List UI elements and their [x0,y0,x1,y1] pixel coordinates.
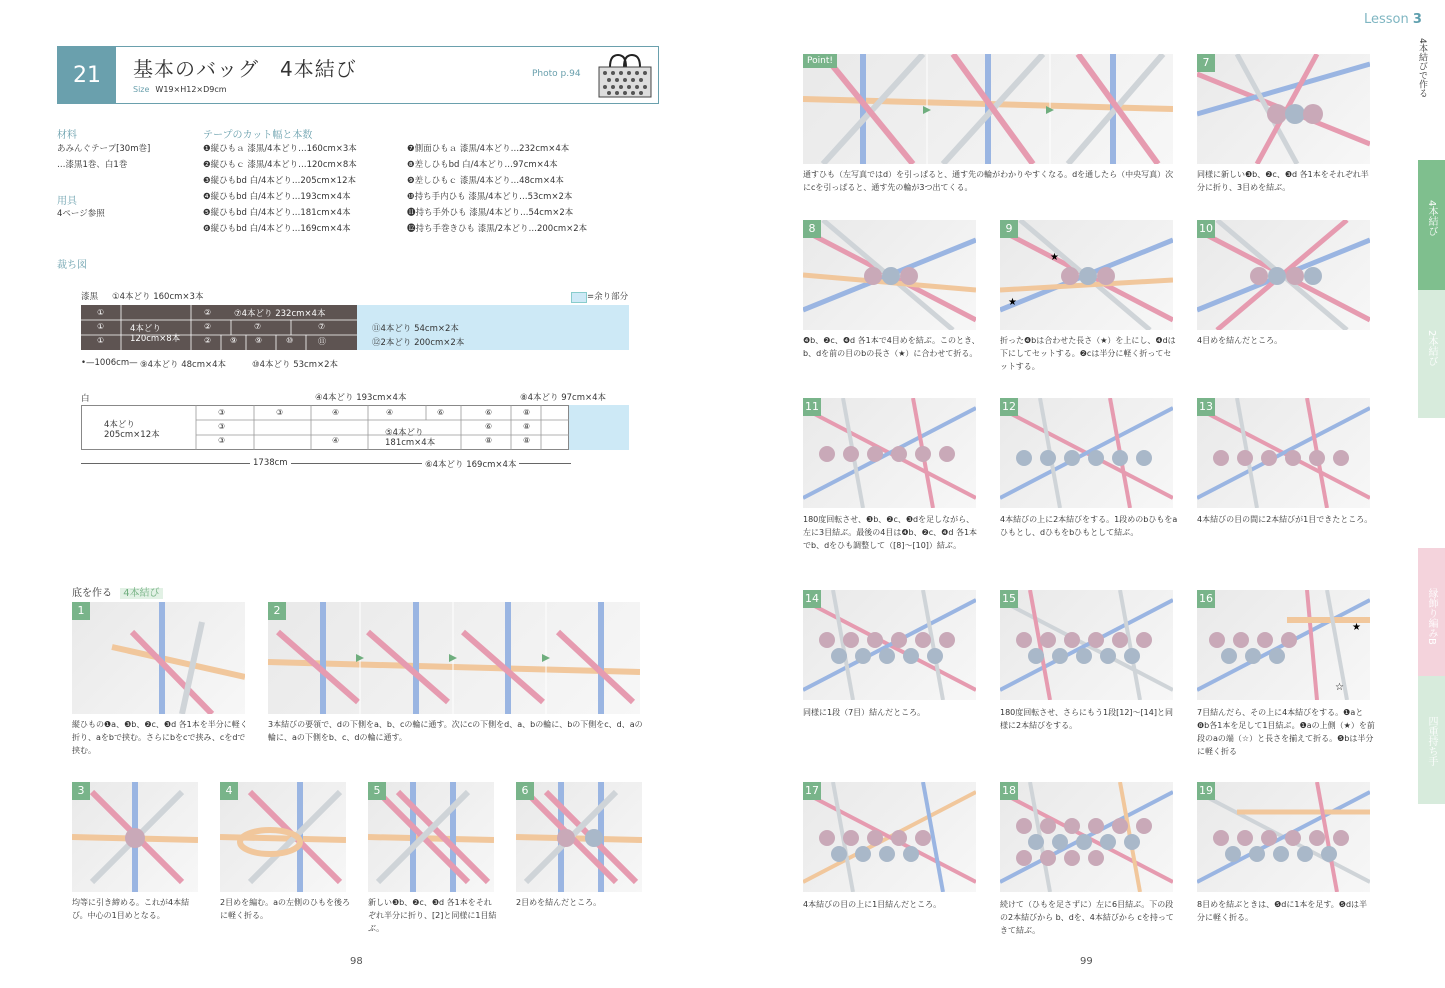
bag-thumbnail [596,53,654,99]
step-caption: 新しい❸b、❷c、❸d 各1本をそれぞれ半分に折り、[2]と同様に1目結ぶ。 [368,898,497,933]
step-caption: 通すひも（左写真ではd）を引っぱると、通す先の輪がわかりやすくなる。dを通したら（中央写真）次にcを引っぱると、通す先の輪が3つ出てくる。 [803,170,1174,192]
lesson-word: Lesson [1364,12,1409,27]
cut-cell: ④ [332,436,340,445]
weave-illustration [1197,220,1370,330]
cut-cell: ⑧ [523,436,531,445]
step-badge: 1 [72,602,90,620]
black-9-label: ⑨4本どり 48cm×4本 [140,360,227,370]
black-7-label: ⑦4本どり 232cm×4本 [234,309,326,319]
photo-ref: Photo p.94 [532,69,581,79]
cut-item: ❹縦ひもbd 白/4本どり…193cm×4本 [203,192,351,202]
step-badge: 19 [1197,782,1215,800]
tab-handle[interactable]: 四重持ち手 [1418,676,1445,804]
cut-list-col1 [203,141,357,237]
step-photo [1000,220,1173,330]
cut-cell: ⑦ [318,322,326,331]
step-photo [516,782,642,892]
step-photo [1000,590,1173,700]
recipe-header [57,46,659,104]
step-badge: 15 [1000,590,1018,608]
step-photo [803,782,976,892]
cut-cell: ③ [218,422,226,431]
weave-illustration [803,220,976,330]
step-photo [1197,782,1370,892]
recipe-number: 21 [58,47,116,103]
white-tape-remainder [569,405,629,450]
cut-cell: ① [97,308,105,317]
step-caption: 均等に引き締める。これが4本結び。中心の1目めとなる。 [72,898,190,920]
cut-cell: ① [97,322,105,331]
step-photo [268,602,640,714]
black-12-label: ⑫2本どり 200cm×2本 [372,338,465,348]
cut-heading: テープのカット幅と本数 [203,130,313,141]
cut-cell: ⑧ [523,408,531,417]
weave-illustration [1197,590,1370,700]
cut-cell: ⑧ [523,422,531,431]
black-11-label: ⑪4本どり 54cm×2本 [372,324,459,334]
step-caption: 同様に1段（7目）結んだところ。 [803,708,926,717]
step-badge: 17 [803,782,821,800]
materials-line-1: あみんぐテープ[30m巻] [57,144,151,154]
step-badge: 5 [368,782,386,800]
cut-item: ❽差しひもbd 白/4本どり…97cm×4本 [407,160,558,170]
svg-text:☆: ☆ [1335,682,1344,693]
cut-cell: ③ [218,408,226,417]
weave-illustration [1000,220,1173,330]
legend-swatch [571,292,587,303]
weave-illustration [72,782,198,892]
step-badge: 13 [1197,398,1215,416]
black-top-label: ①4本どり 160cm×3本 [112,292,204,302]
cut-item: ❷縦ひもｃ 漆黒/4本どり…120cm×8本 [203,160,357,170]
step-caption: ❹b、❷c、❹d 各1本で4目めを結ぶ。このとき、b、dを前の目のbの長さ（★）に合わせて折る。 [803,336,980,358]
weave-illustration [1197,54,1370,164]
weave-illustration [220,782,346,892]
step-badge: 10 [1197,220,1215,238]
cut-cell: ⑦ [254,322,262,331]
cut-cell: ⑨ [230,336,238,345]
step-caption: 7目結んだら、その上に4本結びをする。❶aと❽b各1本を足して1目結ぶ。❶aの上側（★）を前段のaの端（☆）と長さを揃えて折る。❺bは半分に軽く折る [1197,708,1375,756]
diagram-heading: 裁ち図 [57,260,87,271]
step-photo [1197,398,1370,508]
section-heading [72,584,163,599]
cut-item: ⓬持ち手巻きひも 漆黒/2本どり…200cm×2本 [407,224,588,234]
lesson-label [1364,12,1422,27]
weave-illustration [268,602,640,714]
point-badge: Point! [803,54,837,68]
step-caption: 折った❹bは合わせた長さ（★）を上にし、❹dは下にしてセットする。❷cは半分に軽く折ってセットする。 [1000,336,1176,371]
tab-edge-b[interactable]: 縁飾り編みB [1418,548,1445,676]
cut-item: ❺縦ひもbd 白/4本どり…181cm×4本 [203,208,351,218]
black-2-label: 4本どり 120cm×8本 [130,324,181,344]
white-8-label: ⑧4本どり 97cm×4本 [520,393,607,403]
step-badge: 4 [220,782,238,800]
cut-list-col2 [407,141,587,237]
materials-heading: 材料 [57,130,77,141]
cut-cell: ⑧ [485,436,493,445]
weave-illustration [803,398,976,508]
step-badge: 8 [803,220,821,238]
page-number-right: 99 [1080,956,1093,967]
step-badge: 16 [1197,590,1215,608]
size-line [133,85,227,94]
cut-cell: ⑥ [437,408,445,417]
white-5-label: ⑤4本どり 181cm×4本 [385,428,436,448]
weave-illustration [368,782,494,892]
cut-cell: ③ [218,436,226,445]
cut-cell: ④ [386,408,394,417]
cut-item: ❻縦ひもbd 白/4本どり…169cm×4本 [203,224,351,234]
step-photo [72,602,245,714]
cut-cell: ④ [332,408,340,417]
section-title: 底を作る [72,588,112,599]
step-photo [1000,782,1173,892]
cut-item: ❼側面ひもａ 漆黒/4本どり…232cm×4本 [407,144,570,154]
materials-list [57,141,150,173]
white-4-label: ④4本どり 193cm×4本 [315,393,407,403]
materials-line-2: …漆黒1巻、白1巻 [57,160,128,170]
step-badge: 14 [803,590,821,608]
weave-illustration [1000,398,1173,508]
point-photo [803,54,1173,164]
step-caption: 4本結びの上に2本結びをする。1段めのbひもをaひもとし、dひもをbひもとして結ぶ。 [1000,515,1178,537]
black-label: 漆黒 [81,292,99,302]
tools-heading: 用具 [57,196,77,207]
cut-item: ❶縦ひもａ 漆黒/4本どり…160cm×3本 [203,144,357,154]
cut-cell: ② [204,336,212,345]
tab-2-knot[interactable]: 2本結び [1418,290,1445,418]
cut-cell: ③ [276,408,284,417]
tab-4-knot[interactable]: 4本結び [1418,160,1445,290]
step-photo [803,590,976,700]
black-10-label: ⑩4本どり 53cm×2本 [252,360,339,370]
weave-illustration [516,782,642,892]
step-caption: 4目めを結んだところ。 [1197,336,1283,345]
step-badge: 11 [803,398,821,416]
white-3-label: 4本どり 205cm×12本 [104,420,160,440]
side-title: 4本結びで作る [1417,38,1427,98]
cut-item: ❸縦ひもbd 白/4本どり…205cm×12本 [203,176,357,186]
step-badge: 7 [1197,54,1215,72]
white-label: 白 [81,394,90,404]
lesson-number: 3 [1412,12,1422,27]
cut-cell: ② [204,308,212,317]
step-caption: 180度回転させ、❸b、❷c、❸dを足しながら、左に3目結ぶ。最後の4目は❹b、❷c、❹d 各1本でb、dをひも調整して（[8]～[10]）結ぶ。 [803,515,978,550]
svg-text:★: ★ [1050,252,1059,263]
recipe-title: 基本のバッグ 4本結び [133,57,357,81]
cut-cell: ⑥ [485,408,493,417]
weave-illustration [1000,782,1173,892]
size-label: Size [133,85,150,94]
step-photo [1197,590,1370,700]
svg-text:★: ★ [1352,622,1361,633]
svg-text:★: ★ [1008,297,1017,308]
section-tag: 4本結び [120,588,162,599]
weave-illustration [803,54,1173,164]
step-caption: 同様に新しい❸b、❷c、❸d 各1本をそれぞれ半分に折り、3目めを結ぶ。 [1197,170,1369,192]
cut-cell: ⑪ [318,337,326,346]
step-caption: 180度回転させ、さらにもう1段[12]～[14]と同様に2本結びをする。 [1000,708,1173,730]
cut-item: ❿持ち手内ひも 漆黒/4本どり…53cm×2本 [407,192,573,202]
step-caption: 3本結びの要領で、dの下側をa、b、cの輪に通す。次にcの下側をd、a、bの輪に、bの下側をc、d、aの輪に、aの下側をb、c、dの輪に通す。 [268,720,643,742]
step-photo [803,220,976,330]
white-total: 1738cm [250,458,291,468]
cut-item: ❾差しひもｃ 漆黒/4本どり…48cm×4本 [407,176,564,186]
white-6-label: ⑥4本どり 169cm×4本 [422,458,519,470]
weave-illustration [1197,782,1370,892]
step-photo [1197,54,1370,164]
step-badge: 6 [516,782,534,800]
step-badge: 3 [72,782,90,800]
weave-illustration [72,602,245,714]
step-photo [803,398,976,508]
weave-illustration [803,782,976,892]
step-caption: 8目めを結ぶときは、❺dに1本を足す。❺dは半分に軽く折る。 [1197,900,1368,922]
step-photo [1000,398,1173,508]
page-number-left: 98 [350,956,363,967]
weave-illustration [803,590,976,700]
step-photo [220,782,346,892]
step-caption: 縦ひもの❶a、❸b、❷c、❸d 各1本を半分に軽く折り、aをbで挟む。さらにbをcで挟み、cをdで挟む。 [72,720,248,755]
step-photo [1197,220,1370,330]
step-caption: 2目めを編む。aの左側のひもを後ろに軽く折る。 [220,898,350,920]
size-value: W19×H12×D9cm [155,85,227,94]
cut-item: ⓫持ち手外ひも 漆黒/4本どり…54cm×2本 [407,208,574,218]
step-badge: 12 [1000,398,1018,416]
black-length: •—1006cm— [81,358,138,368]
step-photo [72,782,198,892]
cut-cell: ② [204,322,212,331]
legend-text: =余り部分 [587,292,629,302]
step-caption: 4本結びの目の上に1目結んだところ。 [803,900,942,909]
step-badge: 9 [1000,220,1018,238]
step-badge: 18 [1000,782,1018,800]
step-badge: 2 [268,602,286,620]
tools-text: 4ページ参照 [57,209,105,219]
cut-cell: ⑥ [485,422,493,431]
step-caption: 4本結びの目の間に2本結びが1目できたところ。 [1197,515,1373,524]
cut-cell: ① [97,336,105,345]
weave-illustration [1000,590,1173,700]
weave-illustration [1197,398,1370,508]
step-caption: 2目めを結んだところ。 [516,898,602,907]
cut-cell: ⑩ [286,336,294,345]
step-photo [368,782,494,892]
step-caption: 続けて（ひもを足さずに）左に6目結ぶ。下の段の2本結びから b、dを、4本結びから cを持ってきて結ぶ。 [1000,900,1174,935]
cut-cell: ⑨ [255,336,263,345]
